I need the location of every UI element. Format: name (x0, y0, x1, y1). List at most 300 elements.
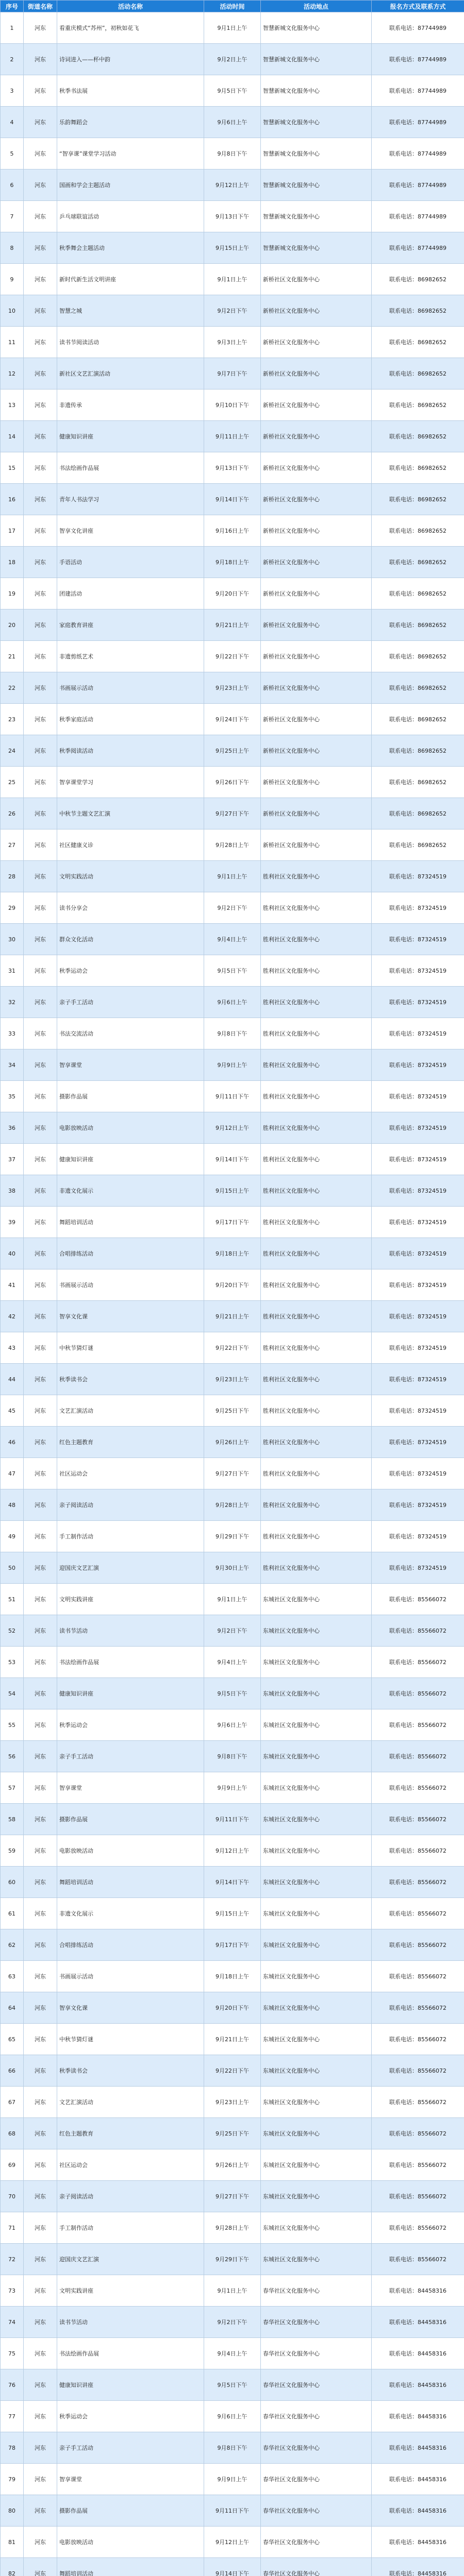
cell-index: 26 (1, 798, 24, 829)
cell-activity-place: 东城社区文化服务中心 (261, 2244, 372, 2275)
cell-activity-name: 亲子手工活动 (57, 1741, 204, 1772)
cell-activity-time: 9月22日下午 (204, 641, 261, 672)
cell-activity-name: 秋季运动会 (57, 2401, 204, 2432)
cell-activity-place: 胜利社区文化服务中心 (261, 1427, 372, 1458)
cell-contact: 联系电话：85566072 (372, 2024, 464, 2055)
cell-index: 75 (1, 2338, 24, 2369)
cell-street: 河东 (24, 1301, 57, 1332)
cell-contact: 联系电话：87324519 (372, 1112, 464, 1144)
cell-activity-time: 9月24日下午 (204, 704, 261, 735)
table-row (1, 924, 464, 955)
cell-street: 河东 (24, 1772, 57, 1804)
table-row (1, 1081, 464, 1112)
cell-activity-time: 9月18日上午 (204, 547, 261, 578)
cell-activity-time: 9月21日上午 (204, 2024, 261, 2055)
cell-street: 河东 (24, 295, 57, 327)
cell-activity-name: 新时代新生活文明讲座 (57, 264, 204, 295)
cell-activity-place: 新桥社区文化服务中心 (261, 264, 372, 295)
cell-index: 40 (1, 1238, 24, 1269)
cell-index: 66 (1, 2055, 24, 2087)
cell-activity-name: 读书节活动 (57, 1615, 204, 1647)
cell-activity-name: 文明实践讲座 (57, 2275, 204, 2307)
cell-index: 76 (1, 2369, 24, 2401)
cell-activity-time: 9月29日下午 (204, 1521, 261, 1552)
table-row (1, 704, 464, 735)
cell-contact: 联系电话：85566072 (372, 2244, 464, 2275)
cell-activity-time: 9月7日下午 (204, 358, 261, 389)
cell-activity-name: 手工制作活动 (57, 1521, 204, 1552)
cell-street: 河东 (24, 421, 57, 452)
table-row (1, 609, 464, 641)
cell-index: 12 (1, 358, 24, 389)
cell-activity-time: 9月4日上午 (204, 1647, 261, 1678)
table-row (1, 1552, 464, 1584)
cell-activity-place: 新桥社区文化服务中心 (261, 578, 372, 609)
cell-activity-place: 新桥社区文化服务中心 (261, 484, 372, 515)
cell-activity-name: 电影放映活动 (57, 1835, 204, 1867)
cell-activity-name: 书画展示活动 (57, 672, 204, 704)
table-row (1, 515, 464, 547)
cell-contact: 联系电话：87744989 (372, 107, 464, 138)
cell-activity-time: 9月14日下午 (204, 1144, 261, 1175)
cell-contact: 联系电话：84458316 (372, 2432, 464, 2464)
cell-activity-name: 迎国庆文艺汇演 (57, 2244, 204, 2275)
cell-index: 45 (1, 1395, 24, 1427)
cell-activity-name: 合唱排练活动 (57, 1929, 204, 1961)
cell-activity-time: 9月1日上午 (204, 861, 261, 892)
cell-activity-name: 电影放映活动 (57, 2527, 204, 2558)
cell-activity-name: 智享文化课 (57, 1301, 204, 1332)
cell-activity-time: 9月1日上午 (204, 264, 261, 295)
cell-activity-name: 智享课堂 (57, 2464, 204, 2495)
cell-activity-name: 合唱排练活动 (57, 1238, 204, 1269)
cell-street: 河东 (24, 264, 57, 295)
cell-contact: 联系电话：84458316 (372, 2401, 464, 2432)
cell-activity-place: 新桥社区文化服务中心 (261, 421, 372, 452)
cell-street: 河东 (24, 609, 57, 641)
cell-index: 20 (1, 609, 24, 641)
cell-activity-place: 智慧新城文化服务中心 (261, 170, 372, 201)
cell-index: 33 (1, 1018, 24, 1049)
cell-activity-place: 胜利社区文化服务中心 (261, 955, 372, 987)
table-row (1, 987, 464, 1018)
cell-contact: 联系电话：85566072 (372, 1898, 464, 1929)
cell-activity-place: 胜利社区文化服务中心 (261, 987, 372, 1018)
cell-activity-name: 文艺汇演活动 (57, 2087, 204, 2118)
cell-activity-name: 看重庆模式“苏州”，初秋如花飞 (57, 12, 204, 44)
table-row (1, 1521, 464, 1552)
cell-activity-place: 新桥社区文化服务中心 (261, 609, 372, 641)
cell-activity-time: 9月2日下午 (204, 1615, 261, 1647)
cell-index: 52 (1, 1615, 24, 1647)
cell-contact: 联系电话：87744989 (372, 170, 464, 201)
cell-activity-name: 新社区文艺汇演活动 (57, 358, 204, 389)
cell-activity-place: 东城社区文化服务中心 (261, 1709, 372, 1741)
table-row (1, 2338, 464, 2369)
cell-activity-place: 智慧新城文化服务中心 (261, 12, 372, 44)
cell-street: 河东 (24, 704, 57, 735)
table-row (1, 2495, 464, 2527)
table-row (1, 2149, 464, 2181)
table-header-row (1, 1, 464, 12)
cell-street: 河东 (24, 1835, 57, 1867)
cell-activity-time: 9月11日上午 (204, 421, 261, 452)
cell-contact: 联系电话：87324519 (372, 1144, 464, 1175)
cell-contact: 联系电话：85566072 (372, 1647, 464, 1678)
cell-index: 10 (1, 295, 24, 327)
cell-contact: 联系电话：86982652 (372, 295, 464, 327)
cell-activity-place: 胜利社区文化服务中心 (261, 1018, 372, 1049)
cell-street: 河东 (24, 484, 57, 515)
cell-activity-place: 新桥社区文化服务中心 (261, 389, 372, 421)
cell-street: 河东 (24, 861, 57, 892)
cell-activity-time: 9月12日上午 (204, 1112, 261, 1144)
cell-index: 53 (1, 1647, 24, 1678)
cell-contact: 联系电话：87744989 (372, 232, 464, 264)
cell-contact: 联系电话：87324519 (372, 861, 464, 892)
table-row (1, 2558, 464, 2576)
cell-activity-name: 社区运动会 (57, 1458, 204, 1489)
table-body (1, 12, 464, 2576)
cell-activity-place: 东城社区文化服务中心 (261, 1867, 372, 1898)
table-row (1, 1741, 464, 1772)
cell-index: 80 (1, 2495, 24, 2527)
cell-contact: 联系电话：87324519 (372, 1269, 464, 1301)
cell-activity-time: 9月15日上午 (204, 1175, 261, 1207)
cell-activity-name: 读书分享会 (57, 892, 204, 924)
cell-activity-name: 秋季运动会 (57, 955, 204, 987)
table-row (1, 232, 464, 264)
cell-activity-name: 智享文化课 (57, 1992, 204, 2024)
table-row (1, 2369, 464, 2401)
cell-contact: 联系电话：85566072 (372, 2118, 464, 2149)
cell-activity-name: 非遗文化展示 (57, 1898, 204, 1929)
cell-activity-place: 东城社区文化服务中心 (261, 2118, 372, 2149)
cell-activity-time: 9月28日上午 (204, 829, 261, 861)
cell-street: 河东 (24, 578, 57, 609)
cell-activity-place: 新桥社区文化服务中心 (261, 829, 372, 861)
cell-activity-time: 9月17日下午 (204, 1929, 261, 1961)
cell-street: 河东 (24, 2527, 57, 2558)
cell-activity-name: 社区健康义诊 (57, 829, 204, 861)
table-row (1, 1175, 464, 1207)
cell-index: 70 (1, 2181, 24, 2212)
cell-activity-time: 9月6日上午 (204, 1709, 261, 1741)
cell-activity-time: 9月9日上午 (204, 1049, 261, 1081)
cell-index: 42 (1, 1301, 24, 1332)
cell-street: 河东 (24, 2432, 57, 2464)
cell-contact: 联系电话：87324519 (372, 1238, 464, 1269)
cell-index: 48 (1, 1489, 24, 1521)
cell-contact: 联系电话：87324519 (372, 892, 464, 924)
cell-street: 河东 (24, 1647, 57, 1678)
header-activity-place: 活动地点 (261, 1, 372, 12)
cell-activity-name: 诗词进入——杯中韵 (57, 44, 204, 75)
cell-activity-place: 东城社区文化服务中心 (261, 1835, 372, 1867)
cell-activity-name: 家庭教育讲座 (57, 609, 204, 641)
cell-activity-time: 9月9日上午 (204, 2464, 261, 2495)
cell-contact: 联系电话：85566072 (372, 2212, 464, 2244)
cell-street: 河东 (24, 1584, 57, 1615)
cell-activity-name: 乒乓球联谊活动 (57, 201, 204, 232)
cell-index: 5 (1, 138, 24, 170)
cell-activity-name: 健康知识讲座 (57, 1144, 204, 1175)
cell-contact: 联系电话：84458316 (372, 2495, 464, 2527)
cell-activity-place: 智慧新城文化服务中心 (261, 138, 372, 170)
cell-street: 河东 (24, 1175, 57, 1207)
table-row (1, 1332, 464, 1364)
cell-activity-place: 新桥社区文化服务中心 (261, 327, 372, 358)
table-row (1, 1427, 464, 1458)
table-row (1, 75, 464, 107)
cell-activity-time: 9月2日下午 (204, 892, 261, 924)
table-row (1, 672, 464, 704)
table-row (1, 547, 464, 578)
cell-contact: 联系电话：85566072 (372, 2181, 464, 2212)
cell-street: 河东 (24, 138, 57, 170)
cell-index: 57 (1, 1772, 24, 1804)
cell-activity-name: 非遗文化展示 (57, 1175, 204, 1207)
cell-activity-place: 胜利社区文化服务中心 (261, 1269, 372, 1301)
cell-street: 河东 (24, 1364, 57, 1395)
cell-activity-name: 文艺汇演活动 (57, 1395, 204, 1427)
table-row (1, 1929, 464, 1961)
cell-activity-place: 东城社区文化服务中心 (261, 1647, 372, 1678)
cell-contact: 联系电话：85566072 (372, 1929, 464, 1961)
cell-index: 62 (1, 1929, 24, 1961)
cell-activity-name: 健康知识讲座 (57, 1678, 204, 1709)
cell-contact: 联系电话：87324519 (372, 1458, 464, 1489)
cell-activity-place: 春华社区文化服务中心 (261, 2558, 372, 2576)
cell-index: 77 (1, 2401, 24, 2432)
cell-street: 河东 (24, 547, 57, 578)
table-row (1, 2307, 464, 2338)
table-row (1, 2244, 464, 2275)
cell-activity-time: 9月28日上午 (204, 2212, 261, 2244)
cell-activity-name: 读书节阅读活动 (57, 327, 204, 358)
cell-street: 河东 (24, 2495, 57, 2527)
cell-contact: 联系电话：86982652 (372, 798, 464, 829)
cell-contact: 联系电话：84458316 (372, 2527, 464, 2558)
cell-contact: 联系电话：87744989 (372, 75, 464, 107)
cell-activity-time: 9月21日上午 (204, 1301, 261, 1332)
cell-activity-name: 秋季书法展 (57, 75, 204, 107)
cell-contact: 联系电话：85566072 (372, 1584, 464, 1615)
cell-contact: 联系电话：87324519 (372, 1521, 464, 1552)
cell-activity-place: 新桥社区文化服务中心 (261, 452, 372, 484)
cell-activity-name: 电影放映活动 (57, 1112, 204, 1144)
cell-contact: 联系电话：85566072 (372, 1615, 464, 1647)
cell-street: 河东 (24, 389, 57, 421)
cell-activity-time: 9月16日上午 (204, 515, 261, 547)
cell-contact: 联系电话：85566072 (372, 1741, 464, 1772)
cell-street: 河东 (24, 2244, 57, 2275)
cell-activity-time: 9月11日下午 (204, 2495, 261, 2527)
cell-street: 河东 (24, 2338, 57, 2369)
cell-activity-place: 春华社区文化服务中心 (261, 2275, 372, 2307)
cell-activity-name: 健康知识讲座 (57, 2369, 204, 2401)
cell-street: 河东 (24, 1144, 57, 1175)
cell-contact: 联系电话：87744989 (372, 44, 464, 75)
cell-activity-name: 书法绘画作品展 (57, 1647, 204, 1678)
cell-activity-name: 团建活动 (57, 578, 204, 609)
cell-activity-time: 9月6日上午 (204, 107, 261, 138)
cell-activity-place: 胜利社区文化服务中心 (261, 1238, 372, 1269)
cell-street: 河东 (24, 767, 57, 798)
cell-index: 11 (1, 327, 24, 358)
cell-activity-place: 春华社区文化服务中心 (261, 2432, 372, 2464)
cell-contact: 联系电话：86982652 (372, 327, 464, 358)
cell-activity-place: 东城社区文化服务中心 (261, 2024, 372, 2055)
cell-activity-name: 非遗传承 (57, 389, 204, 421)
cell-activity-name: 中秋节主题文艺汇演 (57, 798, 204, 829)
cell-contact: 联系电话：87324519 (372, 1018, 464, 1049)
cell-activity-time: 9月6日上午 (204, 987, 261, 1018)
table-row (1, 2181, 464, 2212)
cell-activity-time: 9月14日下午 (204, 484, 261, 515)
table-row (1, 2055, 464, 2087)
cell-activity-place: 新桥社区文化服务中心 (261, 358, 372, 389)
cell-activity-name: 智享课堂 (57, 1772, 204, 1804)
cell-index: 41 (1, 1269, 24, 1301)
cell-index: 56 (1, 1741, 24, 1772)
cell-activity-time: 9月26日上午 (204, 2149, 261, 2181)
table-row (1, 358, 464, 389)
cell-street: 河东 (24, 1018, 57, 1049)
cell-activity-time: 9月4日上午 (204, 924, 261, 955)
cell-street: 河东 (24, 327, 57, 358)
cell-street: 河东 (24, 1929, 57, 1961)
cell-activity-place: 东城社区文化服务中心 (261, 1741, 372, 1772)
table-row (1, 1584, 464, 1615)
cell-contact: 联系电话：85566072 (372, 1992, 464, 2024)
cell-activity-time: 9月30日上午 (204, 1552, 261, 1584)
cell-activity-name: 亲子手工活动 (57, 987, 204, 1018)
cell-street: 河东 (24, 452, 57, 484)
cell-activity-time: 9月8日下午 (204, 138, 261, 170)
table-row (1, 1207, 464, 1238)
cell-street: 河东 (24, 2369, 57, 2401)
cell-activity-time: 9月20日下午 (204, 1269, 261, 1301)
cell-contact: 联系电话：85566072 (372, 2055, 464, 2087)
table-row (1, 892, 464, 924)
cell-street: 河东 (24, 1112, 57, 1144)
cell-street: 河东 (24, 107, 57, 138)
table-row (1, 641, 464, 672)
cell-index: 38 (1, 1175, 24, 1207)
cell-street: 河东 (24, 232, 57, 264)
cell-activity-place: 胜利社区文化服务中心 (261, 1175, 372, 1207)
cell-activity-place: 胜利社区文化服务中心 (261, 1081, 372, 1112)
header-signup-contact: 报名方式及联系方式 (372, 1, 464, 12)
cell-activity-place: 东城社区文化服务中心 (261, 1992, 372, 2024)
cell-contact: 联系电话：87324519 (372, 1207, 464, 1238)
cell-activity-place: 东城社区文化服务中心 (261, 1678, 372, 1709)
cell-activity-time: 9月27日下午 (204, 1458, 261, 1489)
table-row (1, 2432, 464, 2464)
cell-street: 河东 (24, 829, 57, 861)
cell-activity-time: 9月8日下午 (204, 1018, 261, 1049)
cell-activity-name: 秋季读书会 (57, 1364, 204, 1395)
cell-contact: 联系电话：85566072 (372, 2087, 464, 2118)
cell-index: 8 (1, 232, 24, 264)
table-row (1, 421, 464, 452)
cell-activity-name: 书法交流活动 (57, 1018, 204, 1049)
cell-street: 河东 (24, 44, 57, 75)
cell-contact: 联系电话：86982652 (372, 704, 464, 735)
cell-street: 河东 (24, 1992, 57, 2024)
cell-index: 59 (1, 1835, 24, 1867)
table-row (1, 1144, 464, 1175)
cell-activity-name: 摄影作品展 (57, 2495, 204, 2527)
cell-contact: 联系电话：87324519 (372, 1489, 464, 1521)
cell-activity-time: 9月9日上午 (204, 1772, 261, 1804)
cell-activity-name: 文明实践讲座 (57, 1584, 204, 1615)
cell-index: 69 (1, 2149, 24, 2181)
cell-street: 河东 (24, 1552, 57, 1584)
cell-contact: 联系电话：87324519 (372, 955, 464, 987)
cell-activity-place: 新桥社区文化服务中心 (261, 735, 372, 767)
table-row (1, 955, 464, 987)
cell-contact: 联系电话：87744989 (372, 138, 464, 170)
cell-index: 39 (1, 1207, 24, 1238)
cell-street: 河东 (24, 955, 57, 987)
cell-street: 河东 (24, 2401, 57, 2432)
cell-activity-time: 9月12日上午 (204, 1835, 261, 1867)
cell-activity-place: 胜利社区文化服务中心 (261, 924, 372, 955)
cell-contact: 联系电话：87324519 (372, 1427, 464, 1458)
cell-activity-name: 智享课堂 (57, 1049, 204, 1081)
cell-contact: 联系电话：87744989 (372, 12, 464, 44)
cell-activity-name: 亲子阅读活动 (57, 2181, 204, 2212)
cell-street: 河东 (24, 1489, 57, 1521)
cell-contact: 联系电话：87324519 (372, 1364, 464, 1395)
cell-street: 河东 (24, 2087, 57, 2118)
table-row (1, 1835, 464, 1867)
cell-activity-time: 9月22日下午 (204, 2055, 261, 2087)
cell-index: 7 (1, 201, 24, 232)
cell-contact: 联系电话：86982652 (372, 829, 464, 861)
cell-activity-place: 东城社区文化服务中心 (261, 1929, 372, 1961)
cell-contact: 联系电话：86982652 (372, 358, 464, 389)
cell-contact: 联系电话：86982652 (372, 547, 464, 578)
cell-street: 河东 (24, 1458, 57, 1489)
table-row (1, 1395, 464, 1427)
cell-activity-place: 胜利社区文化服务中心 (261, 861, 372, 892)
cell-contact: 联系电话：87324519 (372, 987, 464, 1018)
cell-index: 25 (1, 767, 24, 798)
cell-street: 河东 (24, 735, 57, 767)
cell-activity-name: 秋季舞会主题活动 (57, 232, 204, 264)
cell-contact: 联系电话：86982652 (372, 767, 464, 798)
cell-activity-time: 9月1日上午 (204, 12, 261, 44)
table-row (1, 170, 464, 201)
cell-activity-place: 新桥社区文化服务中心 (261, 672, 372, 704)
cell-activity-time: 9月29日下午 (204, 2244, 261, 2275)
cell-street: 河东 (24, 2464, 57, 2495)
cell-index: 21 (1, 641, 24, 672)
cell-activity-time: 9月23日上午 (204, 672, 261, 704)
cell-activity-place: 东城社区文化服务中心 (261, 1615, 372, 1647)
cell-activity-time: 9月18日上午 (204, 1961, 261, 1992)
cell-index: 74 (1, 2307, 24, 2338)
cell-activity-time: 9月13日下午 (204, 452, 261, 484)
cell-activity-time: 9月12日上午 (204, 2527, 261, 2558)
cell-street: 河东 (24, 1867, 57, 1898)
cell-index: 63 (1, 1961, 24, 1992)
cell-contact: 联系电话：84458316 (372, 2307, 464, 2338)
cell-contact: 联系电话：85566072 (372, 1678, 464, 1709)
